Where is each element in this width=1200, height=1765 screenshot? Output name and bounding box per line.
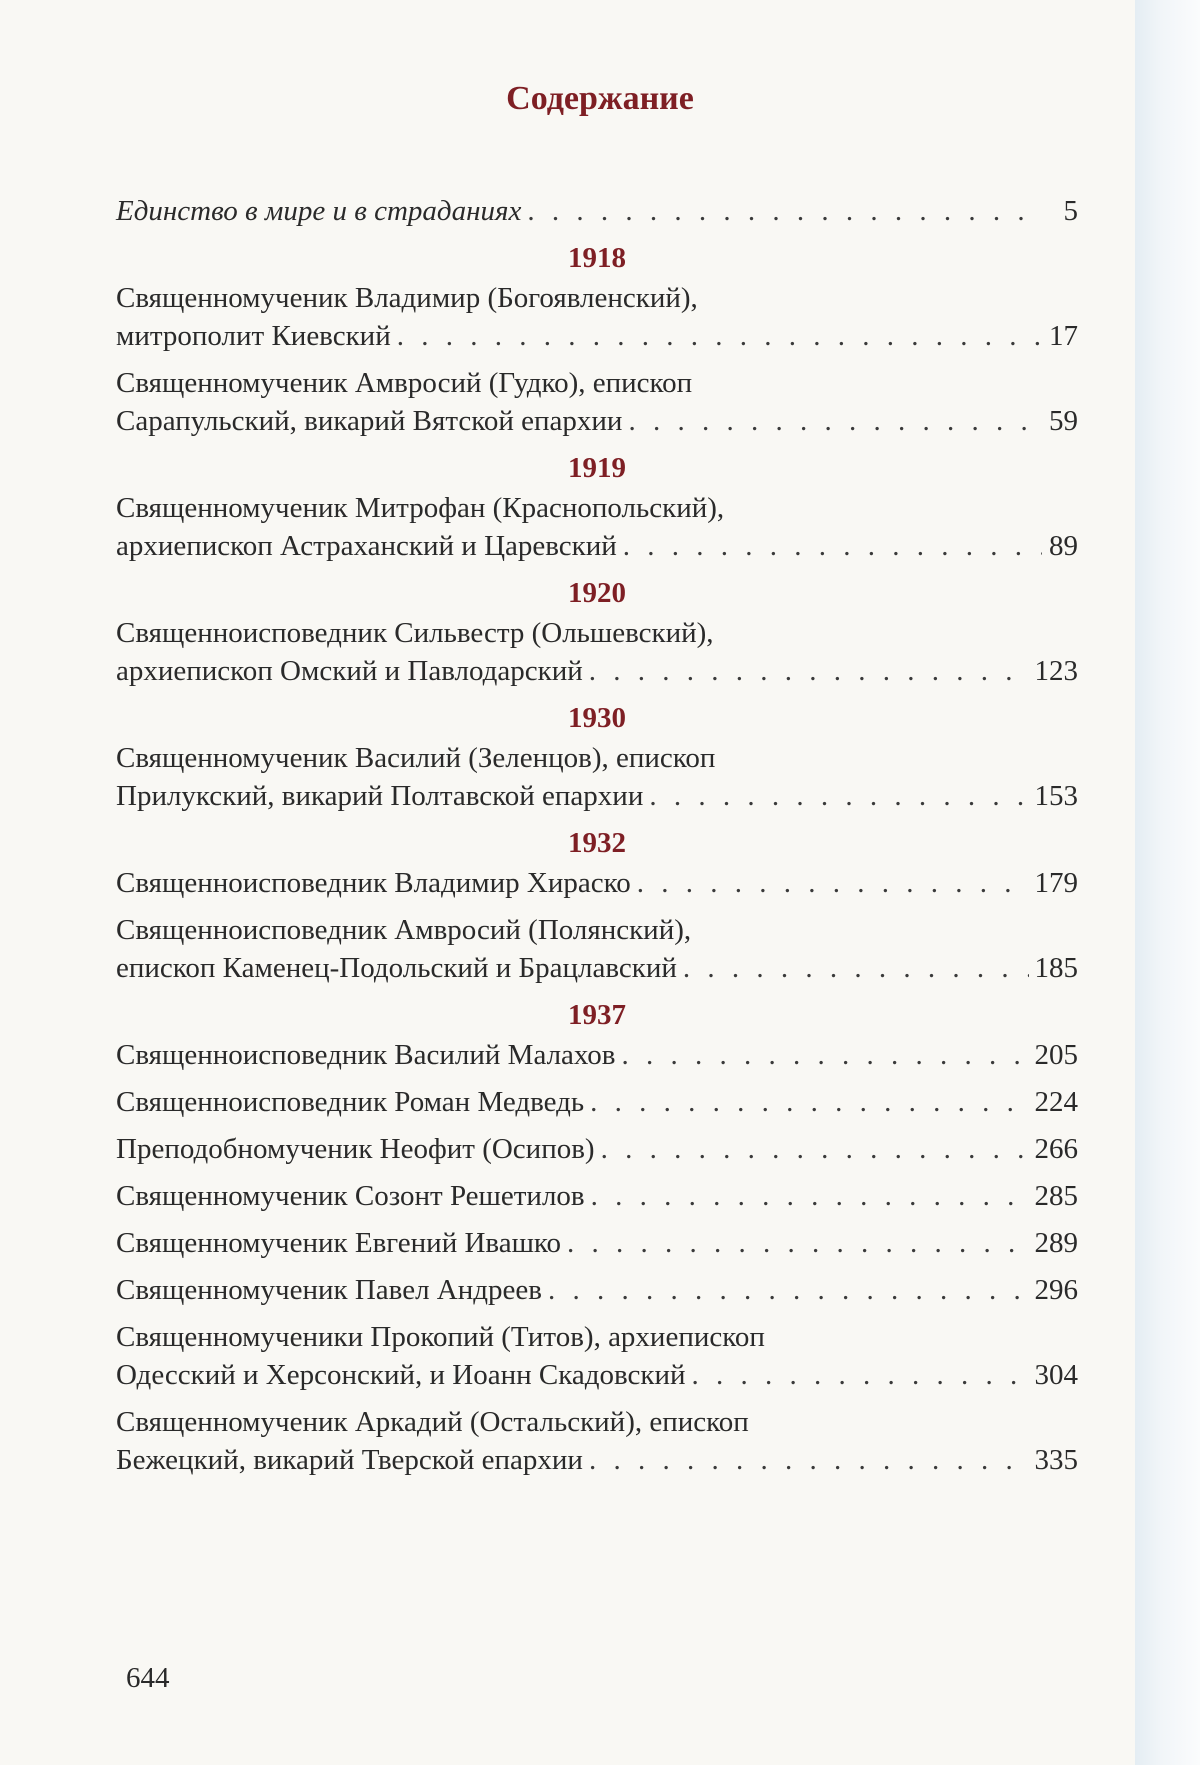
year-heading: 1937 <box>568 999 626 1031</box>
toc-entry-page: 5 <box>1063 195 1078 227</box>
dot-leader <box>589 652 1029 690</box>
toc-entry-page: 304 <box>1034 1359 1078 1391</box>
toc-entry-title-line2: Священноисповедник Роман Медведь <box>116 1086 585 1118</box>
toc-entry-title: Единство в мире и в страданиях <box>116 195 522 227</box>
page-number: 644 <box>126 1662 170 1694</box>
dot-leader <box>637 864 1029 902</box>
toc-entry-title-line1: Священноисповедник Амвросий (Полянский), <box>116 914 692 946</box>
toc-entry-title-line2: Священномученик Евгений Ивашко <box>116 1227 562 1259</box>
toc-entry <box>116 1083 1078 1121</box>
toc-entry-title-line1: Священномученик Аркадий (Остальский), епископ <box>116 1406 749 1438</box>
toc-entry-title-line1: Священномученик Владимир (Богоявленский), <box>116 282 698 314</box>
toc-entry-page: 205 <box>1034 1039 1078 1071</box>
toc-entry-page: 296 <box>1034 1274 1078 1306</box>
toc-entry-page: 153 <box>1034 780 1078 812</box>
dot-leader <box>683 949 1029 987</box>
toc-entry-page: 17 <box>1049 320 1078 352</box>
toc-entry-title-line2: Преподобномученик Неофит (Осипов) <box>116 1133 595 1165</box>
dot-leader <box>567 1224 1028 1262</box>
toc-entry-title-line2: Священноисповедник Василий Малахов <box>116 1039 616 1071</box>
year-heading: 1920 <box>568 577 626 609</box>
toc-entry <box>116 911 1078 987</box>
toc-entry-page: 266 <box>1034 1133 1078 1165</box>
toc-entry <box>116 279 1078 355</box>
toc-entry-title-line2: архиепископ Омский и Павлодарский <box>116 655 583 687</box>
dot-leader <box>527 192 1042 230</box>
dot-leader <box>548 1271 1029 1309</box>
dot-leader <box>692 1356 1029 1394</box>
toc-entry-title-line2: Бежецкий, викарий Тверской епархии <box>116 1444 583 1476</box>
toc-entry <box>116 614 1078 690</box>
toc-entry-title-line2: митрополит Киевский <box>116 320 391 352</box>
toc-entry-intro <box>116 192 1078 230</box>
toc-entry <box>116 1036 1078 1074</box>
toc-entry-page: 89 <box>1049 530 1078 562</box>
toc-entry <box>116 864 1078 902</box>
year-heading: 1930 <box>568 702 626 734</box>
dot-leader <box>397 317 1042 355</box>
dot-leader <box>591 1177 1029 1215</box>
toc-entry <box>116 1318 1078 1394</box>
toc-entry-page: 185 <box>1034 952 1078 984</box>
dot-leader <box>628 402 1042 440</box>
toc-entry-title-line1: Священномученик Амвросий (Гудко), епископ <box>116 367 693 399</box>
dot-leader <box>601 1130 1029 1168</box>
toc-entry <box>116 1130 1078 1168</box>
toc-entry-page: 335 <box>1034 1444 1078 1476</box>
toc-entry <box>116 364 1078 440</box>
toc-entry <box>116 1403 1078 1479</box>
dot-leader <box>590 1083 1028 1121</box>
table-of-contents <box>116 192 1078 1488</box>
dot-leader <box>649 777 1028 815</box>
year-heading: 1932 <box>568 827 626 859</box>
toc-entry <box>116 1271 1078 1309</box>
toc-entry <box>116 1224 1078 1262</box>
toc-entry <box>116 489 1078 565</box>
toc-entry-title-line2: Священноисповедник Владимир Хираско <box>116 867 631 899</box>
toc-entry-title-line2: Священномученик Созонт Решетилов <box>116 1180 585 1212</box>
dot-leader <box>589 1441 1029 1479</box>
year-heading: 1919 <box>568 452 626 484</box>
toc-entry-title-line1: Священноисповедник Сильвестр (Ольшевский), <box>116 617 714 649</box>
toc-entry-title-line2: Прилукский, викарий Полтавской епархии <box>116 780 644 812</box>
toc-entry-title-line1: Священномученик Василий (Зеленцов), епископ <box>116 742 716 774</box>
toc-entry-page: 224 <box>1034 1086 1078 1118</box>
page-edge <box>1135 0 1200 1765</box>
toc-entry-title-line1: Священномученик Митрофан (Краснопольский), <box>116 492 725 524</box>
toc-entry <box>116 1177 1078 1215</box>
toc-entry-title-line2: Сарапульский, викарий Вятской епархии <box>116 405 623 437</box>
page-title: Содержание <box>506 80 694 117</box>
dot-leader <box>623 527 1042 565</box>
toc-entry-title-line1: Священномученики Прокопий (Титов), архиепископ <box>116 1321 765 1353</box>
dot-leader <box>622 1036 1029 1074</box>
toc-entry-title-line2: Священномученик Павел Андреев <box>116 1274 542 1306</box>
toc-entry-page: 59 <box>1049 405 1078 437</box>
toc-entry-title-line2: Одесский и Херсонский, и Иоанн Скадовский <box>116 1359 686 1391</box>
toc-entry-page: 179 <box>1034 867 1078 899</box>
toc-entry-title-line2: архиепископ Астраханский и Царевский <box>116 530 617 562</box>
year-heading: 1918 <box>568 242 626 274</box>
toc-entry-page: 285 <box>1034 1180 1078 1212</box>
toc-entry-page: 289 <box>1034 1227 1078 1259</box>
toc-entry-title-line2: епископ Каменец-Подольский и Брацлавский <box>116 952 677 984</box>
toc-entry-page: 123 <box>1034 655 1078 687</box>
toc-entry <box>116 739 1078 815</box>
